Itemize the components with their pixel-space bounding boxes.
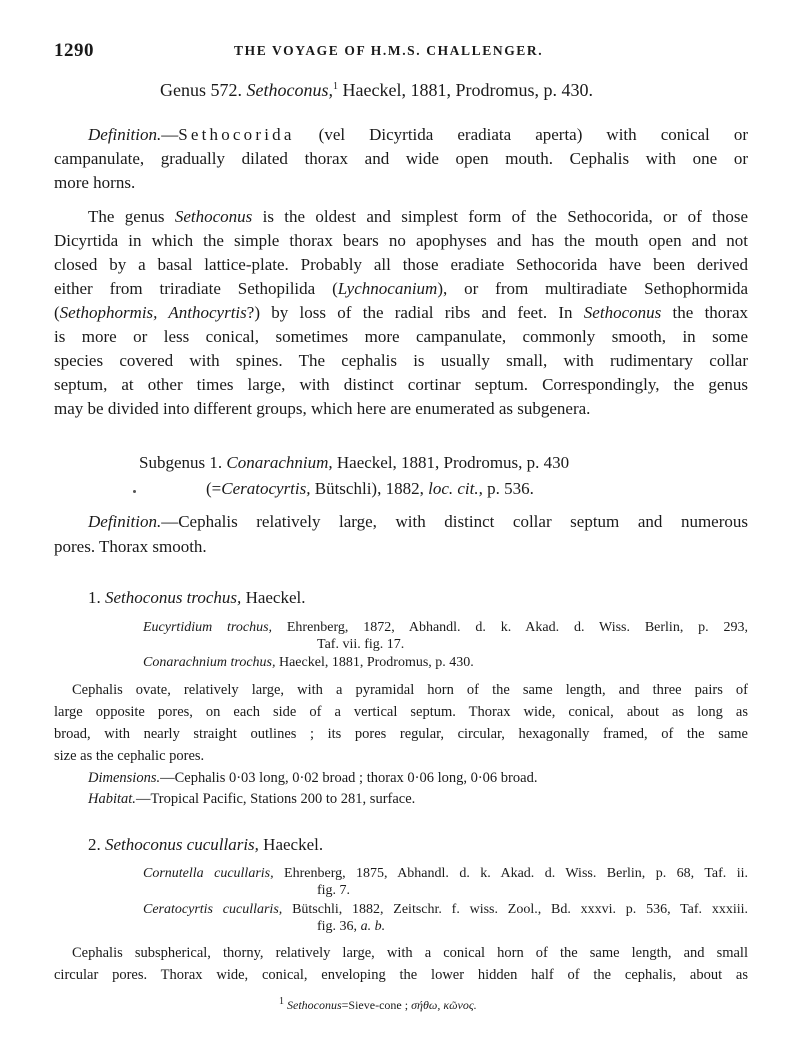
species-description-line: size as the cephalic pores. xyxy=(54,748,205,764)
synonym-line-cont: fig. 7. xyxy=(317,883,351,898)
synonym-line: Ceratocyrtis cucullaris, Bütschli, 1882, Zeitschr. f. wiss. Zool., Bd. xxxvi. p. 536, Taf. xxxiii. xyxy=(143,902,749,917)
running-title: THE VOYAGE OF H.M.S. CHALLENGER. xyxy=(234,43,544,58)
species-description-line: Cephalis ovate, relatively large, with a pyramidal horn of the same length, and three pairs of xyxy=(72,682,748,698)
synonym-line-cont: Taf. vii. fig. 17. xyxy=(317,637,405,652)
species-description-line: Cephalis subspherical, thorny, relatively large, with a conical horn of the same length, and small xyxy=(72,945,748,961)
greek-etymology: σήθω, κῶνος. xyxy=(411,998,477,1012)
genus-definition-line: campanulate, gradually dilated thorax and wide open mouth. Cephalis with one or xyxy=(54,149,748,168)
footnote-ref: 1 xyxy=(332,81,338,92)
definition-label: Definition. xyxy=(88,125,162,144)
genus-name: Sethoconus, xyxy=(246,80,333,100)
footnote-mark: 1 xyxy=(279,996,284,1007)
subgenus-heading: Subgenus 1. Conarachnium, Haeckel, 1881, Prodromus, p. 430 xyxy=(139,453,570,472)
genus-paragraph-line: closed by a basal lattice-plate. Probably all those eradiate Sethocorida have been derived xyxy=(54,255,748,274)
species-heading: 1. Sethoconus trochus, Haeckel. xyxy=(88,588,306,607)
genus-definition-line: Definition.—Sethocorida (vel Dicyrtida eradiata aperta) with conical or xyxy=(88,125,748,144)
synonym-line: Cornutella cucullaris, Ehrenberg, 1875, Abhandl. d. k. Akad. d. Wiss. Berlin, p. 68, Taf. ii. xyxy=(143,866,748,881)
genus-paragraph-line: The genus Sethoconus is the oldest and simplest form of the Sethocorida, or of those xyxy=(88,207,749,226)
synonym-line: Conarachnium trochus, Haeckel, 1881, Prodromus, p. 430. xyxy=(143,655,474,670)
dimensions-line: Dimensions.—Cephalis 0·03 long, 0·02 broad ; thorax 0·06 long, 0·06 broad. xyxy=(88,770,538,786)
habitat-line: Habitat.—Tropical Pacific, Stations 200 to 281, surface. xyxy=(88,791,416,807)
genus-paragraph-line: septum, at other times large, with distinct cortinar septum. Correspondingly, the genus xyxy=(54,375,748,394)
species-description-line: large opposite pores, on each side of a vertical septum. Thorax wide, conical, about as long as xyxy=(54,704,748,720)
genus-heading: Genus 572. Sethoconus,$^1$ Haeckel, 1881, Prodromus, p. 430. xyxy=(160,80,593,100)
genus-paragraph-line: (Sethophormis, Anthocyrtis?) by loss of the radial ribs and feet. In Sethoconus the thorax xyxy=(54,303,748,322)
print-speck xyxy=(133,490,136,493)
genus-paragraph-line: either from triradiate Sethopilida (Lychnocanium), or from multiradiate Sethophormida xyxy=(54,279,748,298)
subgenus-definition-line: Definition.—Cephalis relatively large, with distinct collar septum and numerous xyxy=(88,512,748,531)
genus-paragraph-line: Dicyrtida in which the simple thorax bears no apophyses and has the mouth open and not xyxy=(54,231,748,250)
synonym-line: Eucyrtidium trochus, Ehrenberg, 1872, Abhandl. d. k. Akad. d. Wiss. Berlin, p. 293, xyxy=(143,620,748,635)
genus-paragraph-line: species covered with spines. The cephalis is usually small, with rudimentary collar xyxy=(54,351,748,370)
subgenus-definition-line: pores. Thorax smooth. xyxy=(54,537,207,556)
page-number: 1290 xyxy=(54,40,94,61)
running-header xyxy=(54,40,750,62)
genus-paragraph-line: is more or less conical, sometimes more campanulate, commonly smooth, in some xyxy=(54,327,748,346)
species-heading: 2. Sethoconus cucullaris, Haeckel. xyxy=(88,835,324,854)
subgenus-heading-line2: (=Ceratocyrtis, Bütschli), 1882, loc. cit., p. 536. xyxy=(206,479,534,498)
footnote: $^1$ Sethoconus=Sieve-cone ; σήθω, κῶνος. xyxy=(279,996,477,1012)
species-description-line: broad, with nearly straight outlines ; its pores regular, circular, hexagonally framed, of the same xyxy=(54,726,748,742)
synonym-line-cont: fig. 36, a. b. xyxy=(317,919,386,934)
definition-label: Definition. xyxy=(88,512,162,531)
genus-definition-line: more horns. xyxy=(54,173,136,192)
genus-paragraph-line: may be divided into different groups, which here are enumerated as subgenera. xyxy=(54,399,591,418)
species-description-line: circular pores. Thorax wide, conical, enveloping the lower hidden half of the cephalis, about as xyxy=(54,967,748,983)
